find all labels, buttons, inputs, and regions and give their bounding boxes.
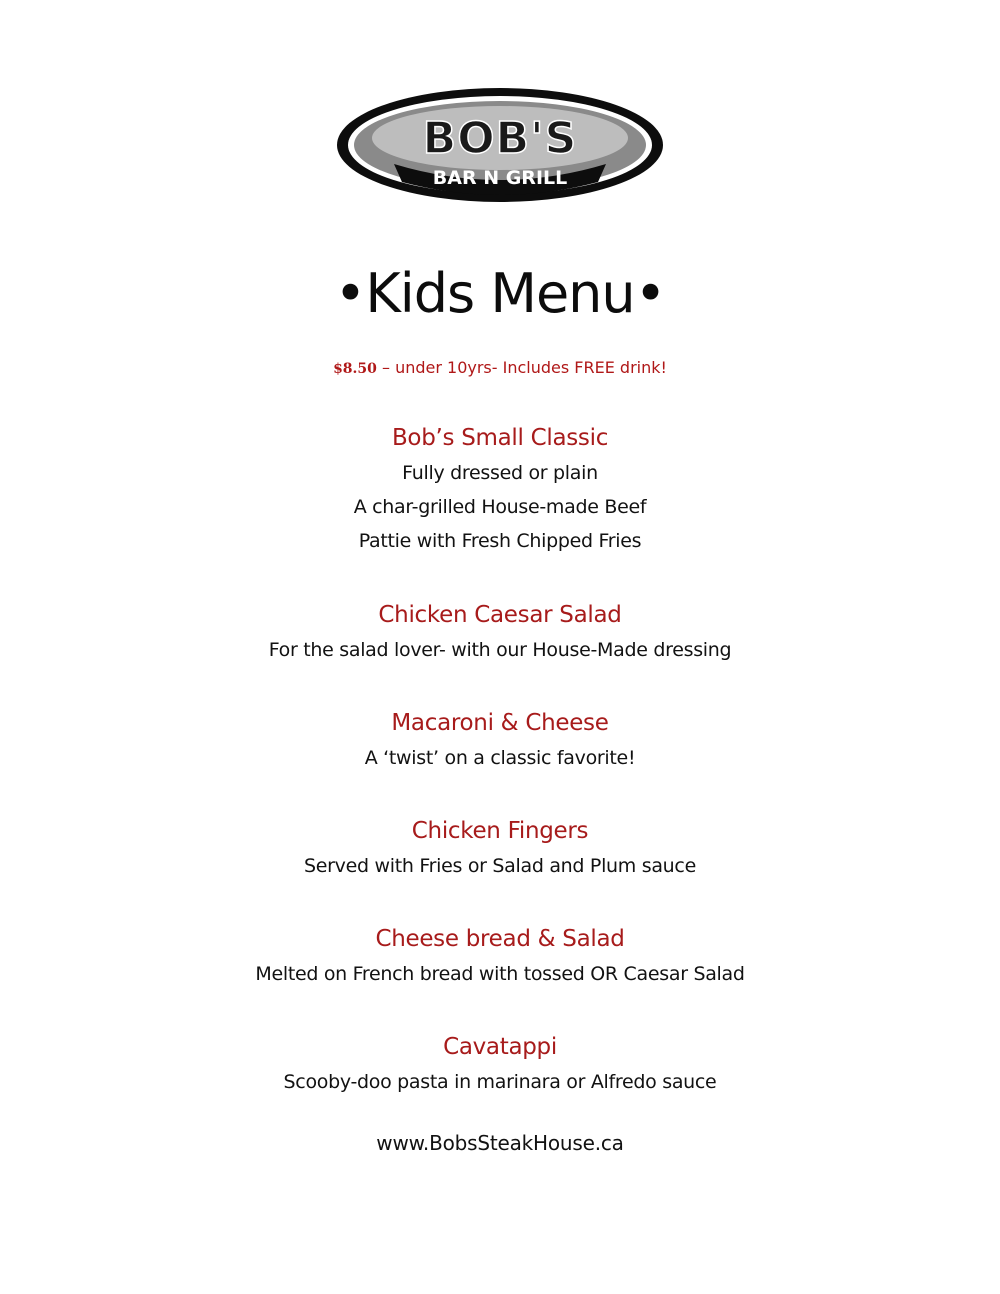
menu-item-name: Cavatappi [443, 1034, 557, 1060]
menu-item-description: Melted on French bread with tossed OR Caesar Salad [255, 963, 745, 985]
menu-item-name: Chicken Fingers [411, 818, 589, 844]
menu-subtitle [0, 356, 1000, 381]
menu-item-description: Served with Fries or Salad and Plum sauce [304, 855, 696, 877]
logo-sub-text: BAR N GRILL [432, 167, 568, 189]
menu-item [0, 813, 1000, 883]
menu-item [0, 705, 1000, 775]
menu-item-description: A char-grilled House-made Beef [353, 496, 647, 518]
menu-item-description: Scooby-doo pasta in marinara or Alfredo sauce [283, 1071, 717, 1093]
website-link[interactable]: www.BobsSteakHouse.ca [376, 1131, 624, 1155]
kids-menu-details: – under 10yrs- Includes FREE drink! [376, 358, 667, 377]
menu-item-name: Macaroni & Cheese [391, 710, 609, 736]
menu-item [0, 921, 1000, 991]
menu-item-description: For the salad lover- with our House-Made dressing [268, 639, 732, 661]
menu-item [0, 420, 1000, 558]
menu-item-name: Chicken Caesar Salad [378, 602, 622, 628]
menu-item [0, 597, 1000, 667]
menu-title: •Kids Menu• [334, 262, 666, 325]
menu-item-name: Bob’s Small Classic [391, 425, 609, 451]
kids-menu-price: $8.50 [333, 361, 377, 377]
bobs-bar-n-grill-logo [336, 86, 664, 204]
logo-name-text: BOB'S [422, 113, 578, 164]
menu-item-name: Cheese bread & Salad [375, 926, 625, 952]
menu-item-description: Pattie with Fresh Chipped Fries [358, 530, 642, 552]
menu-item-description: Fully dressed or plain [402, 462, 598, 484]
menu-item-description: A ‘twist’ on a classic favorite! [364, 747, 636, 769]
menu-item [0, 1029, 1000, 1099]
